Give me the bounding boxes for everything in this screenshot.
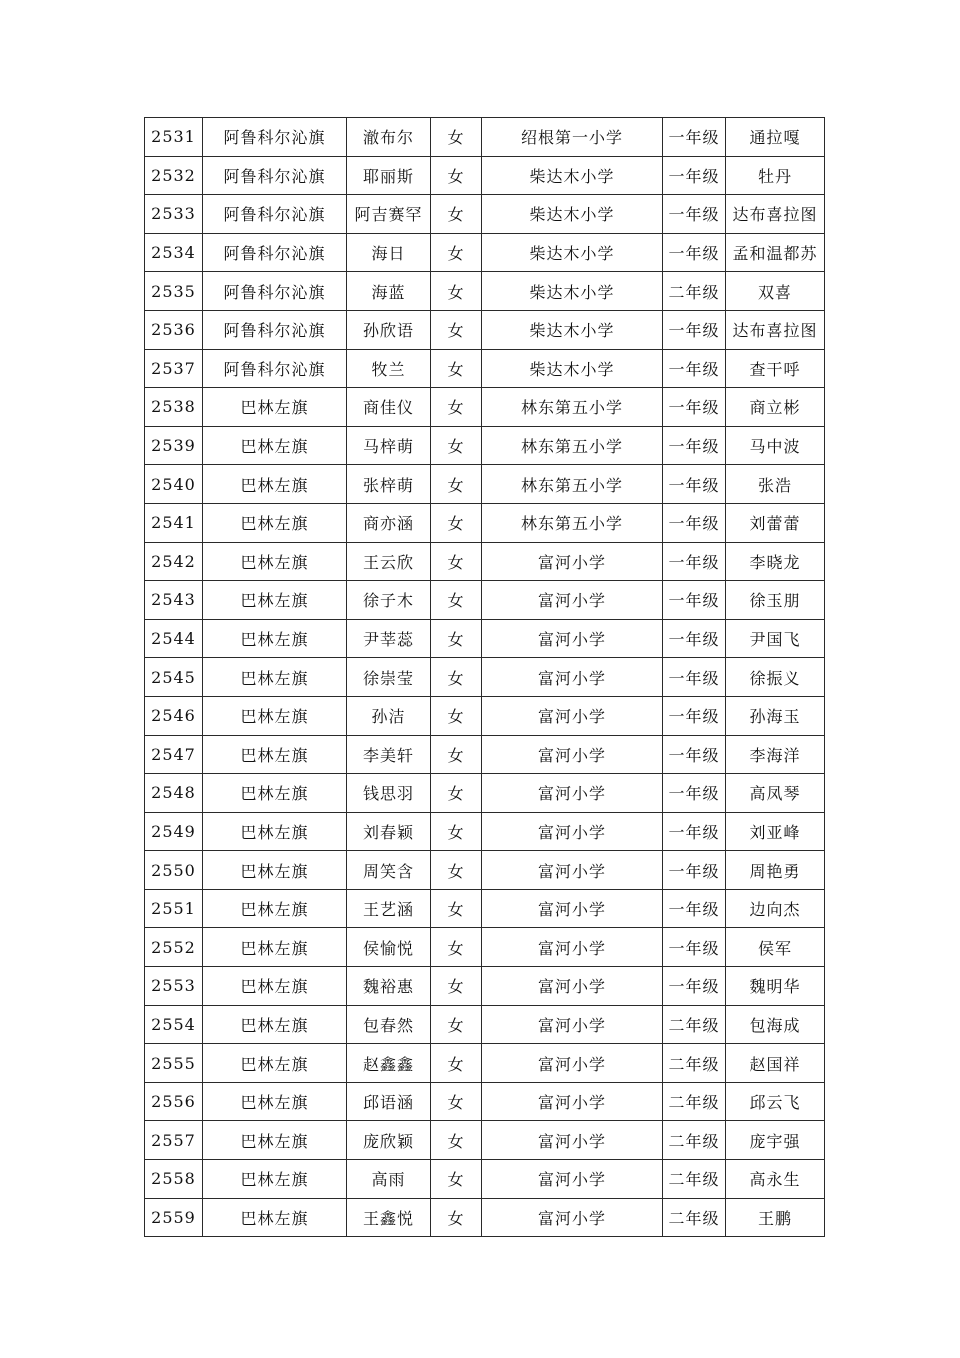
school-cell: 柴达木小学	[482, 156, 663, 195]
student-name-cell: 徐崇莹	[347, 658, 431, 697]
roster-body	[145, 118, 825, 1237]
table-row	[145, 658, 825, 697]
gender-cell: 女	[431, 889, 482, 928]
region-cell: 巴林左旗	[203, 928, 347, 967]
gender-cell: 女	[431, 272, 482, 311]
row-number: 2556	[145, 1082, 203, 1121]
school-cell: 富河小学	[482, 774, 663, 813]
guardian-cell: 双喜	[726, 272, 825, 311]
region-cell: 阿鲁科尔沁旗	[203, 233, 347, 272]
row-number: 2545	[145, 658, 203, 697]
gender-cell: 女	[431, 928, 482, 967]
student-name-cell: 包春然	[347, 1005, 431, 1044]
grade-cell: 二年级	[663, 1121, 726, 1160]
table-row	[145, 696, 825, 735]
student-name-cell: 澈布尔	[347, 118, 431, 157]
row-number: 2538	[145, 388, 203, 427]
school-cell: 富河小学	[482, 619, 663, 658]
student-name-cell: 耶丽斯	[347, 156, 431, 195]
gender-cell: 女	[431, 195, 482, 234]
gender-cell: 女	[431, 233, 482, 272]
grade-cell: 二年级	[663, 1005, 726, 1044]
school-cell: 富河小学	[482, 658, 663, 697]
row-number: 2552	[145, 928, 203, 967]
school-cell: 绍根第一小学	[482, 118, 663, 157]
guardian-cell: 通拉嘎	[726, 118, 825, 157]
grade-cell: 一年级	[663, 928, 726, 967]
grade-cell: 二年级	[663, 1044, 726, 1083]
student-name-cell: 侯愉悦	[347, 928, 431, 967]
student-name-cell: 牧兰	[347, 349, 431, 388]
guardian-cell: 王鹏	[726, 1198, 825, 1237]
guardian-cell: 张浩	[726, 465, 825, 504]
school-cell: 富河小学	[482, 1044, 663, 1083]
school-cell: 柴达木小学	[482, 233, 663, 272]
row-number: 2559	[145, 1198, 203, 1237]
table-row	[145, 465, 825, 504]
gender-cell: 女	[431, 310, 482, 349]
gender-cell: 女	[431, 118, 482, 157]
region-cell: 巴林左旗	[203, 503, 347, 542]
region-cell: 巴林左旗	[203, 619, 347, 658]
table-row	[145, 1198, 825, 1237]
school-cell: 柴达木小学	[482, 272, 663, 311]
gender-cell: 女	[431, 1121, 482, 1160]
student-name-cell: 海蓝	[347, 272, 431, 311]
gender-cell: 女	[431, 1160, 482, 1199]
school-cell: 林东第五小学	[482, 426, 663, 465]
student-name-cell: 钱思羽	[347, 774, 431, 813]
student-name-cell: 张梓萌	[347, 465, 431, 504]
gender-cell: 女	[431, 696, 482, 735]
school-cell: 柴达木小学	[482, 349, 663, 388]
gender-cell: 女	[431, 774, 482, 813]
school-cell: 富河小学	[482, 581, 663, 620]
student-name-cell: 李美轩	[347, 735, 431, 774]
region-cell: 阿鲁科尔沁旗	[203, 118, 347, 157]
grade-cell: 一年级	[663, 542, 726, 581]
table-row	[145, 1005, 825, 1044]
guardian-cell: 庞宇强	[726, 1121, 825, 1160]
table-row	[145, 310, 825, 349]
guardian-cell: 孙海玉	[726, 696, 825, 735]
table-row	[145, 426, 825, 465]
row-number: 2547	[145, 735, 203, 774]
gender-cell: 女	[431, 851, 482, 890]
guardian-cell: 刘亚峰	[726, 812, 825, 851]
row-number: 2555	[145, 1044, 203, 1083]
region-cell: 巴林左旗	[203, 812, 347, 851]
grade-cell: 一年级	[663, 581, 726, 620]
table-row	[145, 1044, 825, 1083]
student-name-cell: 庞欣颖	[347, 1121, 431, 1160]
school-cell: 林东第五小学	[482, 465, 663, 504]
row-number: 2557	[145, 1121, 203, 1160]
table-row	[145, 812, 825, 851]
region-cell: 巴林左旗	[203, 426, 347, 465]
table-row	[145, 503, 825, 542]
grade-cell: 一年级	[663, 503, 726, 542]
school-cell: 富河小学	[482, 1198, 663, 1237]
grade-cell: 一年级	[663, 349, 726, 388]
school-cell: 富河小学	[482, 928, 663, 967]
school-cell: 林东第五小学	[482, 503, 663, 542]
guardian-cell: 徐玉朋	[726, 581, 825, 620]
region-cell: 巴林左旗	[203, 1198, 347, 1237]
gender-cell: 女	[431, 465, 482, 504]
region-cell: 阿鲁科尔沁旗	[203, 310, 347, 349]
row-number: 2533	[145, 195, 203, 234]
gender-cell: 女	[431, 349, 482, 388]
guardian-cell: 包海成	[726, 1005, 825, 1044]
grade-cell: 二年级	[663, 272, 726, 311]
guardian-cell: 魏明华	[726, 967, 825, 1006]
student-name-cell: 商佳仪	[347, 388, 431, 427]
guardian-cell: 高永生	[726, 1160, 825, 1199]
guardian-cell: 孟和温都苏	[726, 233, 825, 272]
guardian-cell: 李海洋	[726, 735, 825, 774]
region-cell: 阿鲁科尔沁旗	[203, 349, 347, 388]
table-row	[145, 1082, 825, 1121]
table-row	[145, 1121, 825, 1160]
grade-cell: 一年级	[663, 156, 726, 195]
student-name-cell: 魏裕惠	[347, 967, 431, 1006]
row-number: 2558	[145, 1160, 203, 1199]
school-cell: 柴达木小学	[482, 195, 663, 234]
student-name-cell: 王艺涵	[347, 889, 431, 928]
region-cell: 巴林左旗	[203, 774, 347, 813]
grade-cell: 一年级	[663, 195, 726, 234]
row-number: 2536	[145, 310, 203, 349]
grade-cell: 一年级	[663, 426, 726, 465]
student-name-cell: 王鑫悦	[347, 1198, 431, 1237]
row-number: 2550	[145, 851, 203, 890]
school-cell: 富河小学	[482, 1005, 663, 1044]
table-row	[145, 542, 825, 581]
student-name-cell: 尹莘蕊	[347, 619, 431, 658]
table-row	[145, 889, 825, 928]
row-number: 2534	[145, 233, 203, 272]
grade-cell: 一年级	[663, 658, 726, 697]
student-roster-table	[144, 117, 825, 1237]
guardian-cell: 牡丹	[726, 156, 825, 195]
region-cell: 巴林左旗	[203, 1005, 347, 1044]
school-cell: 富河小学	[482, 889, 663, 928]
grade-cell: 一年级	[663, 967, 726, 1006]
grade-cell: 二年级	[663, 1198, 726, 1237]
grade-cell: 一年级	[663, 233, 726, 272]
grade-cell: 一年级	[663, 889, 726, 928]
gender-cell: 女	[431, 1044, 482, 1083]
student-name-cell: 阿吉赛罕	[347, 195, 431, 234]
table-row	[145, 388, 825, 427]
table-row	[145, 272, 825, 311]
student-name-cell: 邱语涵	[347, 1082, 431, 1121]
row-number: 2553	[145, 967, 203, 1006]
region-cell: 巴林左旗	[203, 658, 347, 697]
guardian-cell: 商立彬	[726, 388, 825, 427]
region-cell: 巴林左旗	[203, 1121, 347, 1160]
grade-cell: 一年级	[663, 735, 726, 774]
row-number: 2537	[145, 349, 203, 388]
row-number: 2551	[145, 889, 203, 928]
school-cell: 柴达木小学	[482, 310, 663, 349]
guardian-cell: 刘蕾蕾	[726, 503, 825, 542]
gender-cell: 女	[431, 388, 482, 427]
guardian-cell: 侯军	[726, 928, 825, 967]
row-number: 2546	[145, 696, 203, 735]
guardian-cell: 边向杰	[726, 889, 825, 928]
student-name-cell: 赵鑫鑫	[347, 1044, 431, 1083]
school-cell: 富河小学	[482, 967, 663, 1006]
guardian-cell: 马中波	[726, 426, 825, 465]
gender-cell: 女	[431, 426, 482, 465]
row-number: 2544	[145, 619, 203, 658]
region-cell: 巴林左旗	[203, 735, 347, 774]
row-number: 2531	[145, 118, 203, 157]
region-cell: 巴林左旗	[203, 1160, 347, 1199]
student-name-cell: 孙欣语	[347, 310, 431, 349]
table-row	[145, 928, 825, 967]
gender-cell: 女	[431, 1082, 482, 1121]
grade-cell: 一年级	[663, 310, 726, 349]
student-name-cell: 高雨	[347, 1160, 431, 1199]
table-row	[145, 1160, 825, 1199]
guardian-cell: 邱云飞	[726, 1082, 825, 1121]
region-cell: 巴林左旗	[203, 696, 347, 735]
school-cell: 富河小学	[482, 735, 663, 774]
student-name-cell: 周笑含	[347, 851, 431, 890]
gender-cell: 女	[431, 156, 482, 195]
table-row	[145, 735, 825, 774]
gender-cell: 女	[431, 581, 482, 620]
row-number: 2548	[145, 774, 203, 813]
gender-cell: 女	[431, 619, 482, 658]
row-number: 2540	[145, 465, 203, 504]
student-name-cell: 海日	[347, 233, 431, 272]
region-cell: 巴林左旗	[203, 1044, 347, 1083]
school-cell: 富河小学	[482, 851, 663, 890]
table-row	[145, 851, 825, 890]
grade-cell: 一年级	[663, 118, 726, 157]
guardian-cell: 尹国飞	[726, 619, 825, 658]
guardian-cell: 高凤琴	[726, 774, 825, 813]
row-number: 2542	[145, 542, 203, 581]
region-cell: 阿鲁科尔沁旗	[203, 195, 347, 234]
region-cell: 阿鲁科尔沁旗	[203, 272, 347, 311]
table-row	[145, 349, 825, 388]
school-cell: 富河小学	[482, 812, 663, 851]
guardian-cell: 徐振义	[726, 658, 825, 697]
grade-cell: 一年级	[663, 619, 726, 658]
region-cell: 巴林左旗	[203, 388, 347, 427]
grade-cell: 一年级	[663, 388, 726, 427]
guardian-cell: 周艳勇	[726, 851, 825, 890]
gender-cell: 女	[431, 1198, 482, 1237]
row-number: 2554	[145, 1005, 203, 1044]
student-name-cell: 刘春颖	[347, 812, 431, 851]
guardian-cell: 查干呼	[726, 349, 825, 388]
school-cell: 富河小学	[482, 542, 663, 581]
row-number: 2541	[145, 503, 203, 542]
grade-cell: 一年级	[663, 851, 726, 890]
school-cell: 富河小学	[482, 1121, 663, 1160]
table-row	[145, 195, 825, 234]
school-cell: 林东第五小学	[482, 388, 663, 427]
table-row	[145, 581, 825, 620]
region-cell: 巴林左旗	[203, 851, 347, 890]
row-number: 2539	[145, 426, 203, 465]
region-cell: 巴林左旗	[203, 889, 347, 928]
region-cell: 巴林左旗	[203, 465, 347, 504]
guardian-cell: 达布喜拉图	[726, 195, 825, 234]
row-number: 2549	[145, 812, 203, 851]
gender-cell: 女	[431, 542, 482, 581]
guardian-cell: 赵国祥	[726, 1044, 825, 1083]
student-name-cell: 马梓萌	[347, 426, 431, 465]
region-cell: 巴林左旗	[203, 967, 347, 1006]
gender-cell: 女	[431, 735, 482, 774]
guardian-cell: 李晓龙	[726, 542, 825, 581]
table-row	[145, 619, 825, 658]
gender-cell: 女	[431, 967, 482, 1006]
region-cell: 巴林左旗	[203, 542, 347, 581]
row-number: 2535	[145, 272, 203, 311]
grade-cell: 一年级	[663, 812, 726, 851]
grade-cell: 一年级	[663, 696, 726, 735]
student-name-cell: 商亦涵	[347, 503, 431, 542]
grade-cell: 二年级	[663, 1160, 726, 1199]
school-cell: 富河小学	[482, 696, 663, 735]
table-row	[145, 774, 825, 813]
gender-cell: 女	[431, 503, 482, 542]
row-number: 2543	[145, 581, 203, 620]
student-name-cell: 孙洁	[347, 696, 431, 735]
gender-cell: 女	[431, 658, 482, 697]
table-row	[145, 233, 825, 272]
table-row	[145, 967, 825, 1006]
table-row	[145, 118, 825, 157]
region-cell: 巴林左旗	[203, 581, 347, 620]
school-cell: 富河小学	[482, 1082, 663, 1121]
grade-cell: 二年级	[663, 1082, 726, 1121]
row-number: 2532	[145, 156, 203, 195]
student-name-cell: 徐子木	[347, 581, 431, 620]
table-row	[145, 156, 825, 195]
region-cell: 阿鲁科尔沁旗	[203, 156, 347, 195]
guardian-cell: 达布喜拉图	[726, 310, 825, 349]
gender-cell: 女	[431, 1005, 482, 1044]
grade-cell: 一年级	[663, 774, 726, 813]
region-cell: 巴林左旗	[203, 1082, 347, 1121]
grade-cell: 一年级	[663, 465, 726, 504]
school-cell: 富河小学	[482, 1160, 663, 1199]
gender-cell: 女	[431, 812, 482, 851]
student-name-cell: 王云欣	[347, 542, 431, 581]
